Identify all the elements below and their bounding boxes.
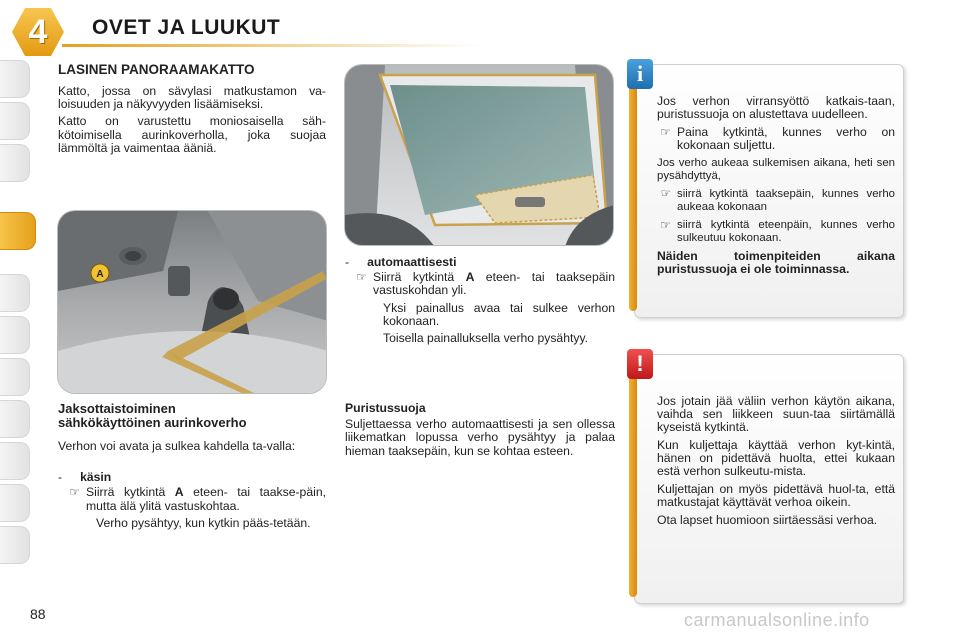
auto-mode-label: automaattisesti [367, 255, 457, 269]
subsection-heading: Jaksottaistoiminen [58, 401, 176, 416]
pointing-hand-icon: ☞ [69, 485, 80, 500]
chapter-tab[interactable] [0, 102, 30, 140]
info-bullet: ☞ Paina kytkintä, kunnes verho on kokonaan suljettu. [657, 126, 895, 157]
switch-key: A [174, 485, 184, 500]
manual-mode-item [58, 471, 326, 484]
sunblind-intro: Verhon voi avata ja sulkea kahdella ta-valla: [58, 439, 296, 453]
chapter-tab[interactable] [0, 316, 30, 354]
instruction-text: eteen- tai taakse-päin, mutta älä ylitä vastuskohtaa. [86, 485, 326, 513]
warning-paragraph: Ota lapset huomioon siirtäessäsi verhoa. [657, 513, 878, 527]
watermark: carmanualsonline.info [684, 610, 870, 630]
manual-instruction [58, 486, 326, 516]
auto-mode-item [345, 256, 615, 269]
info-paragraph: Jos verho aukeaa sulkemisen aikana, heti sen pysähdyttyä, [657, 157, 895, 182]
page-number: 88 [30, 606, 46, 622]
pointing-hand-icon: ☞ [660, 218, 671, 232]
intro-section [58, 62, 326, 159]
chapter-tab[interactable] [0, 60, 30, 98]
dash: - [345, 255, 350, 269]
switch-photo-illustration [58, 211, 327, 394]
chapter-number: 4 [28, 12, 48, 51]
warning-box-content [657, 395, 895, 532]
intro-paragraph: Katto on varustettu moniosaisella säh-kötoimisella aurinkoverholla, joka suojaa lämmöltä ja vaimentaa ääniä. [58, 114, 326, 155]
sunblind-section [58, 402, 326, 534]
subsection-heading: sähkökäyttöinen aurinkoverho [58, 415, 247, 430]
switch-label-a: A [96, 269, 104, 280]
info-box-bar [629, 71, 637, 311]
roof-photo-illustration [345, 65, 614, 246]
info-box [634, 61, 904, 318]
info-paragraph: Jos verhon virransyöttö katkais-taan, puristussuoja on alustettava uudelleen. [657, 94, 895, 121]
info-bullet: ☞ siirrä kytkintä taaksepäin, kunnes verho aukeaa kokonaan [657, 188, 895, 219]
page-title: OVET JA LUUKUT [92, 16, 281, 39]
info-warning-note: Näiden toimenpiteiden aikana puristussuoja ei ole toiminnassa. [657, 249, 895, 276]
chapter-tab-active[interactable] [0, 212, 36, 250]
manual-note: Verho pysähtyy, kun kytkin pääs-tetään. [96, 515, 311, 530]
anti-pinch-heading: Puristussuoja [345, 401, 426, 415]
info-icon: i [627, 59, 653, 89]
switch-photo [57, 210, 327, 394]
automatic-mode-section [345, 256, 615, 349]
chapter-tab[interactable] [0, 400, 30, 438]
instruction-text: Siirrä kytkintä [373, 270, 455, 285]
switch-key: A [465, 270, 475, 285]
chapter-badge [12, 8, 64, 56]
manual-mode-label: käsin [80, 470, 112, 485]
chapter-tab[interactable] [0, 484, 30, 522]
info-bullet: ☞ siirrä kytkintä eteenpäin, kunnes verho sulkeutuu kokonaan. [657, 219, 895, 250]
info-box-content [657, 95, 895, 281]
header-underline [62, 44, 482, 47]
auto-note: Toisella painalluksella verho pysähtyy. [383, 331, 589, 346]
anti-pinch-text: Suljettaessa verho automaattisesti ja sen ollessa liikematkan lopussa verho pysähtyy ja palaa hieman taaksepäin, kun se kohtaa esteen. [345, 417, 615, 458]
chapter-tab[interactable] [0, 358, 30, 396]
pointing-hand-icon: ☞ [356, 270, 367, 285]
warning-box [634, 351, 904, 604]
auto-instruction [345, 271, 615, 301]
pointing-hand-icon: ☞ [660, 188, 671, 200]
anti-pinch-section [345, 402, 615, 462]
instruction-text: eteen- tai taaksepäin vastuskohdan yli. [373, 270, 615, 298]
chapter-tab[interactable] [0, 144, 30, 182]
intro-paragraph: Katto, jossa on sävylasi matkustamon va-loisuuden ja näkyvyyden lisäämiseksi. [58, 84, 326, 112]
chapter-tab[interactable] [0, 274, 30, 312]
warning-paragraph: Jos jotain jää väliin verhon käytön aikana, vaihda sen liikkeen suun-taa siirtämällä kyseistä kytkintä. [657, 394, 895, 434]
pointing-hand-icon: ☞ [660, 125, 671, 139]
warning-paragraph: Kuljettajan on myös pidettävä huol-ta, että matkustajat käyttävät verhoa oikein. [657, 482, 895, 509]
chapter-tab-strip [0, 60, 40, 580]
warning-paragraph: Kun kuljettaja käyttää verhon kyt-kintä, hänen on pidettävä huolta, ettei kukaan estä verhon sulkeutu-mista. [657, 438, 895, 478]
chapter-tab[interactable] [0, 442, 30, 480]
roof-photo [344, 64, 614, 246]
warning-icon: ! [627, 349, 653, 379]
dash: - [58, 470, 63, 485]
section-heading: LASINEN PANORAAMAKATTO [58, 62, 255, 77]
chapter-tab[interactable] [0, 526, 30, 564]
instruction-text: Siirrä kytkintä [86, 485, 166, 500]
auto-note: Yksi painallus avaa tai sulkee verhon kokonaan. [383, 300, 615, 328]
warning-box-bar [629, 361, 637, 597]
